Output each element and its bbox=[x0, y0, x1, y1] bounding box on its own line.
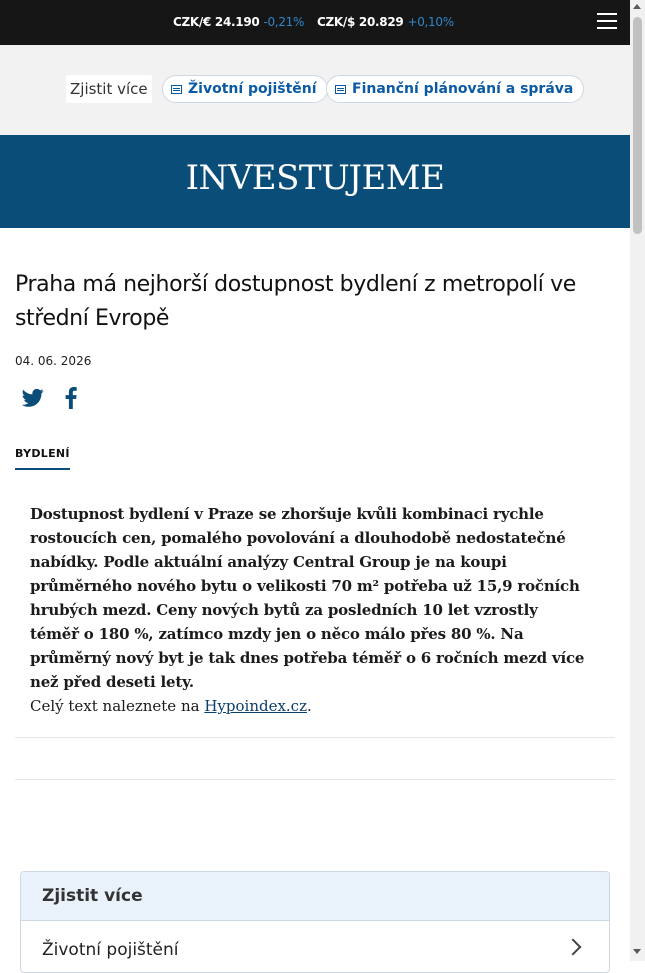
source-prefix: Celý text naleznete na bbox=[30, 697, 205, 715]
rate-usd bbox=[317, 15, 454, 29]
divider bbox=[15, 779, 615, 780]
rate-usd-change: +0,10% bbox=[407, 15, 454, 29]
rate-eur bbox=[173, 15, 304, 29]
site-banner bbox=[0, 135, 630, 228]
learn-more-item-label: Životní pojištění bbox=[42, 940, 179, 960]
source-suffix: . bbox=[306, 697, 312, 715]
document-icon bbox=[171, 85, 182, 94]
learn-more-item-life-insurance[interactable] bbox=[21, 921, 609, 973]
top-bar bbox=[0, 0, 630, 45]
scroll-down-arrow-icon[interactable] bbox=[633, 949, 641, 954]
article-body bbox=[30, 502, 590, 718]
source-link[interactable]: Hypoindex.cz bbox=[204, 697, 307, 715]
learn-more-box bbox=[20, 871, 610, 973]
scrollbar-thumb[interactable] bbox=[633, 17, 642, 234]
promo-link-financial-planning[interactable] bbox=[326, 75, 584, 103]
learn-more-title: Zjistit více bbox=[21, 872, 609, 921]
document-icon bbox=[335, 85, 346, 94]
scroll-up-arrow-icon[interactable] bbox=[633, 4, 641, 9]
divider bbox=[15, 737, 615, 738]
article-lead: Dostupnost bydlení v Praze se zhoršuje kvůli kombinaci rychle rostoucích cen, pomalého povolování a dlouhodobě nedostatečné nabídky. Podle aktuální analýzy Central Group je na koupi průměrného nového bytu o velikosti 70 m² potřeba už 15,9 ročních hrubých mezd. Ceny nových bytů za posledních 10 let vzrostly téměř o 180 %, zatímco mzdy jen o něco málo přes 80 %. Na průměrný nový byt je tak dnes potřeba téměř o 6 ročních mezd více než před deseti lety. bbox=[30, 505, 585, 691]
promo-link-label: Finanční plánování a správa bbox=[352, 81, 574, 97]
rate-eur-change: -0,21% bbox=[263, 15, 305, 29]
rate-eur-pair: CZK/€ 24.190 bbox=[173, 15, 260, 29]
promo-link-label: Životní pojištění bbox=[188, 81, 317, 97]
promo-label: Zjistit více bbox=[66, 75, 152, 103]
promo-link-life-insurance[interactable] bbox=[162, 75, 328, 103]
rate-usd-pair: CZK/$ 20.829 bbox=[317, 15, 404, 29]
category-tag[interactable]: BYDLENÍ bbox=[15, 447, 70, 470]
twitter-icon[interactable] bbox=[22, 388, 44, 408]
article-date: 04. 06. 2026 bbox=[15, 354, 92, 368]
facebook-icon[interactable] bbox=[64, 387, 78, 409]
article-title: Praha má nejhorší dostupnost bydlení z metropolí ve střední Evropě bbox=[15, 272, 576, 331]
site-logo[interactable]: INVESTUJEME bbox=[185, 158, 445, 198]
chevron-right-icon bbox=[565, 939, 582, 956]
promo-bar bbox=[0, 45, 630, 135]
hamburger-icon[interactable] bbox=[597, 13, 617, 31]
article-source bbox=[30, 694, 590, 718]
